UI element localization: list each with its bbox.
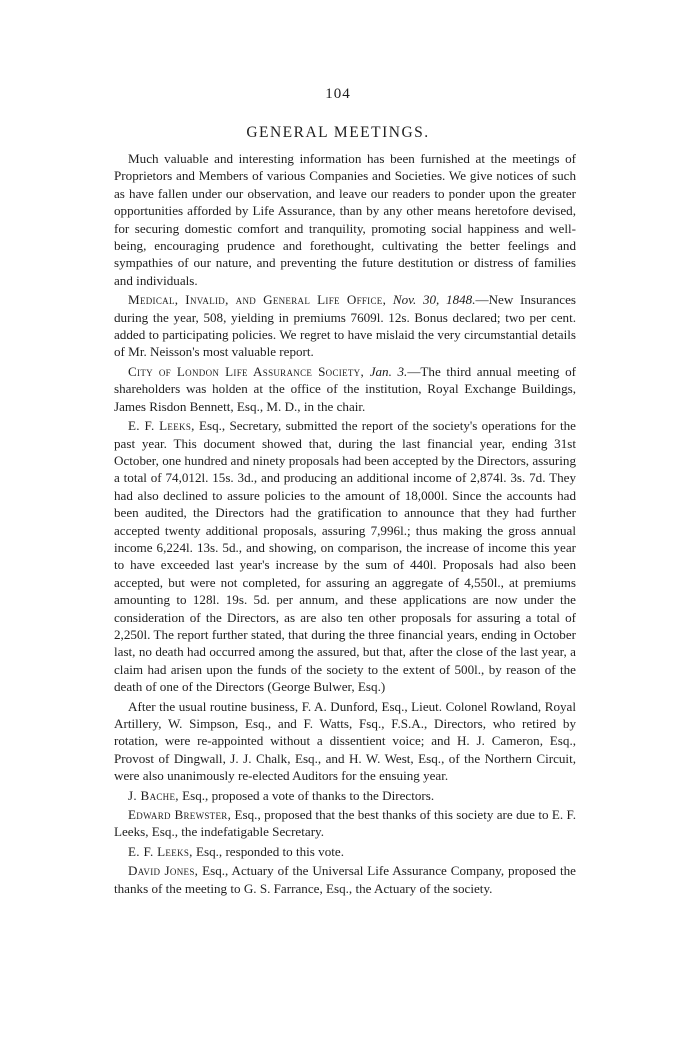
paragraph-brewster (114, 806, 576, 841)
paragraph-lead: Medical, Invalid, and General Life Office, (128, 292, 387, 308)
paragraph-date: Jan. 3. (369, 363, 408, 379)
paragraph-jones (114, 862, 576, 897)
paragraph-lead: E. F. Leeks, (128, 418, 195, 434)
page-heading: GENERAL MEETINGS. (246, 124, 430, 141)
paragraph-lead: J. Bache, (128, 787, 179, 803)
paragraph-report (114, 417, 576, 696)
paragraph-text: Esq., proposed a vote of thanks to the Directors. (178, 787, 435, 803)
article-body (114, 150, 576, 899)
paragraph-routine (114, 698, 576, 785)
paragraph-lead: City of London Life Assurance Society, (128, 363, 365, 379)
page-number: 104 (325, 86, 351, 102)
paragraph-text: Esq., responded to this vote. (192, 843, 344, 859)
paragraph-text: —The third annual meeting of shareholders was holden at the office of the institution, Royal Exchange Buildings, James Risdon Bennett, Esq., M. D., in the chair. (114, 363, 576, 414)
paragraph-lead: David Jones, (128, 863, 199, 879)
paragraph-text: Much valuable and interesting information has been furnished at the meetings of Proprietors and Members of various Companies and Societies. We give notices of such as have fallen under our observation, and leave our readers to ponder upon the greater opportunities afforded by Life Assurance, than by any other means heretofore devised, for securing domestic comfort and tranquility, promoting social happiness and well-being, encouraging prudence and forethought, cultivating the better feelings and sympathies of our nature, and preventing the future destitution or distress of families and individuals. (114, 151, 576, 288)
paragraph-text: After the usual routine business, F. A. Dunford, Esq., Lieut. Colonel Rowland, Royal Artillery, W. Simpson, Esq., and F. Watts, Fsq., F.S.A., Directors, who retired by rotation, were re-appointed without a dissentient voice; and H. J. Cameron, Esq., Provost of Dingwall, J. J. Chalk, Esq., and H. W. West, Esq., of the Northern Circuit, were also unanimously re-elected Auditors for the ensuing year. (114, 698, 576, 784)
paragraph-bache (114, 787, 576, 804)
paragraph-medical-invalid (114, 291, 576, 361)
paragraph-text: Esq., Secretary, submitted the report of the society's operations for the past year. This document showed that, during the last financial year, ending 31st October, one hundred and ninety proposals had been accepted by the Directors, assuring a total of 74,012l. 15s. 3d., and producing an additional income of 2,874l. 3s. 7d. They had also declined to assure policies to the amount of 18,000l. Since the accounts had been audited, the Directors had the gratification to announce that they had further accepted twenty additional proposals, assuring 7,996l.; thus making the gross annual income 6,224l. 13s. 5d., and showing, on comparison, the increase of income this year to have exceeded last year's increase by the sum of 440l. Proposals had also been accepted, but were not completed, for assuring an aggregate of 4,550l., at premiums amounting to 128l. 19s. 5d. per annum, and these applications are now under the consideration of the Directors, as are also ten other proposals for assuring a total of 2,250l. The report further stated, that during the three financial years, ending in October last, no death had occurred among the assured, but that, after the close of the last year, a claim had arisen upon the funds of the society to the extent of 500l., by reason of the death of one of the Directors (George Bulwer, Esq.) (114, 418, 576, 695)
paragraph-lead: E. F. Leeks, (128, 843, 193, 859)
paragraph-lead: Edward Brewster, (128, 807, 232, 823)
paragraph-intro (114, 150, 576, 289)
paragraph-text: Esq., Actuary of the Universal Life Assurance Company, proposed the thanks of the meeting to G. S. Farrance, Esq., the Actuary of the society. (114, 863, 576, 896)
paragraph-leeks-response (114, 843, 576, 860)
paragraph-text: Esq., proposed that the best thanks of this society are due to E. F. Leeks, Esq., the indefatigable Secretary. (114, 807, 577, 840)
paragraph-text: —New Insurances during the year, 508, yielding in premiums 7609l. 12s. Bonus declared; two per cent. added to participating policies. We regret to have mislaid the very circumstantial details of Mr. Neisson's most valuable report. (114, 292, 576, 360)
paragraph-date: Nov. 30, 1848. (392, 292, 476, 308)
paragraph-city-of-london (114, 363, 576, 415)
